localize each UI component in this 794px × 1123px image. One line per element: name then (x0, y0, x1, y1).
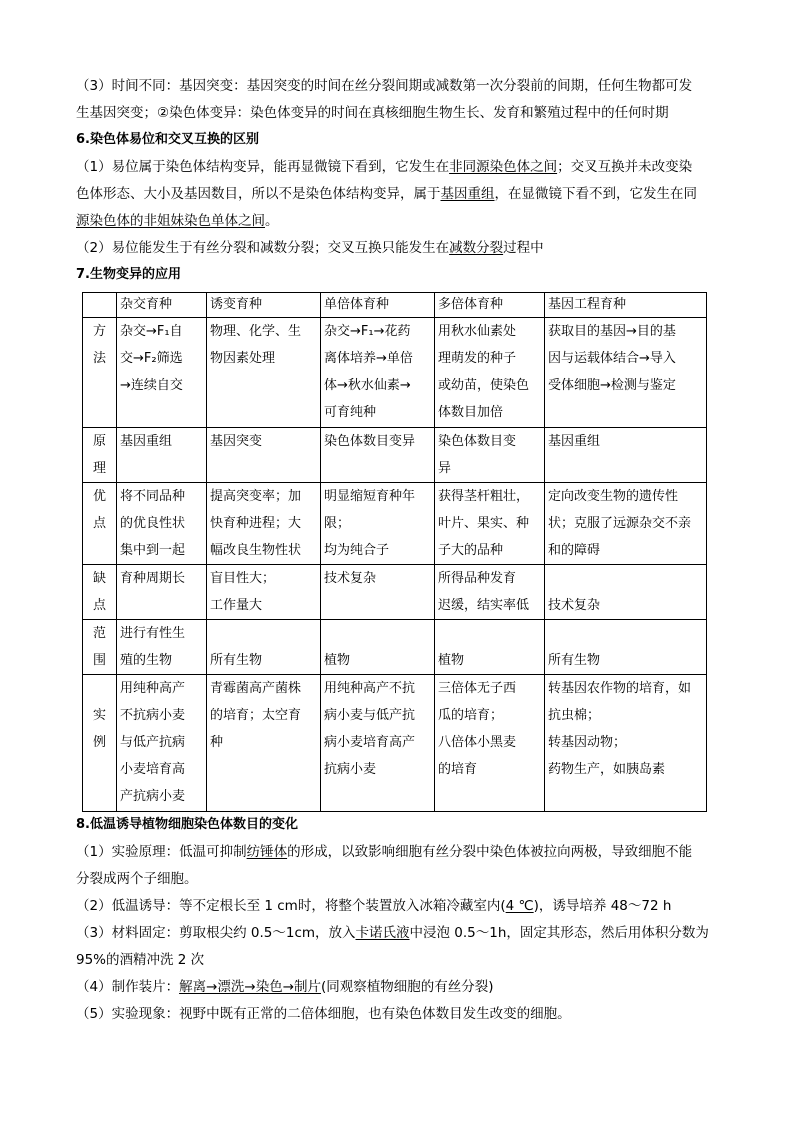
table-cell: 用纯种高产不抗 病小麦与低产抗 病小麦培育高产 抗病小麦 (321, 675, 435, 812)
table-cell: 育种周期长 (117, 565, 207, 620)
row-label: 缺 点 (83, 565, 117, 620)
text: 。 (265, 213, 279, 229)
section8-p4 (76, 977, 494, 997)
text: ；交叉互换并未改变染 (557, 159, 693, 175)
table-cell: 定向改变生物的遗传性 状；克服了远源杂交不亲 和的障碍 (545, 483, 707, 565)
table-row (83, 483, 707, 565)
section7-heading: 7.生物变异的应用 (76, 267, 181, 282)
table-row (83, 620, 707, 675)
text: （4）制作装片： (76, 979, 180, 995)
table-cell: 基因重组 (117, 428, 207, 483)
table-cell: 进行有性生 殖的生物 (117, 620, 207, 675)
table-cell: 明显缩短育种年 限； 均为纯合子 (321, 483, 435, 565)
section8-p2 (76, 896, 671, 916)
table-cell: 所得品种发育 迟缓，结实率低 (435, 565, 545, 620)
row-label: 优 点 (83, 483, 117, 565)
text: （2）低温诱导：等不定根长至 1 cm时，将整个装置放入冰箱冷藏室内( (76, 898, 506, 914)
table-cell: 植物 (435, 620, 545, 675)
table-row (83, 318, 707, 428)
header-cell (83, 293, 117, 318)
text: ，在显微镜下看不到，它发生在同 (494, 186, 697, 202)
underline-procedure: 解离→漂洗→染色→制片 (179, 979, 322, 995)
underline-nonhomologous: 非同源染色体之间 (449, 159, 558, 175)
header-cell: 多倍体育种 (435, 293, 545, 318)
section8-p3-line2: 95%的酒精冲洗 2 次 (76, 952, 205, 968)
header-cell: 单倍体育种 (321, 293, 435, 318)
section8-heading: 8.低温诱导植物细胞染色体数目的变化 (76, 817, 298, 832)
table-cell: 基因重组 (545, 428, 707, 483)
text: 色体形态、大小及基因数目，所以不是染色体结构变异，属于 (76, 186, 441, 202)
section8-p1-line1 (76, 842, 692, 862)
table-cell: 青霉菌高产菌株 的培育；太空育 种 (207, 675, 321, 812)
table-cell: 所有生物 (207, 620, 321, 675)
section8-p1-line2: 分裂成两个子细胞。 (76, 871, 198, 887)
table-cell: 物理、化学、生 物因素处理 (207, 318, 321, 428)
table-cell: 用纯种高产 不抗病小麦 与低产抗病 小麦培育高 产抗病小麦 (117, 675, 207, 812)
header-cell: 诱变育种 (207, 293, 321, 318)
row-label: 方 法 (83, 318, 117, 428)
table-cell: 用秋水仙素处 理萌发的种子 或幼苗，使染色 体数目加倍 (435, 318, 545, 428)
section8-p5: （5）实验现象：视野中既有正常的二倍体细胞，也有染色体数目发生改变的细胞。 (76, 1006, 571, 1022)
table-cell: 杂交→F₁自 交→F₂筛选 →连续自交 (117, 318, 207, 428)
section6-p1-line1 (76, 157, 692, 177)
item3-line2: 生基因突变；②染色体变异：染色体变异的时间在真核细胞生物生长、发育和繁殖过程中的任何时期 (76, 105, 669, 121)
text: （1）易位属于染色体结构变异，能再显微镜下看到，它发生在 (76, 159, 450, 175)
header-cell: 基因工程育种 (545, 293, 707, 318)
table-cell: 基因突变 (207, 428, 321, 483)
table-cell: 获取目的基因→目的基 因与运载体结合→导入 受体细胞→检测与鉴定 (545, 318, 707, 428)
table-cell: 获得茎杆粗壮， 叶片、果实、种 子大的品种 (435, 483, 545, 565)
underline-spindle: 纺锤体 (246, 844, 288, 860)
text: （2）易位能发生于有丝分裂和减数分裂；交叉互换只能发生在 (76, 240, 450, 256)
section6-p1-line3 (76, 211, 279, 231)
text: 过程中 (503, 240, 544, 256)
table-cell: 转基因农作物的培育，如 抗虫棉； 转基因动物； 药物生产，如胰岛素 (545, 675, 707, 812)
text: （3）材料固定：剪取根尖约 0.5～1cm，放入 (76, 925, 356, 941)
table-cell: 染色体数目变 异 (435, 428, 545, 483)
table-cell: 将不同品种 的优良性状 集中到一起 (117, 483, 207, 565)
underline-carnoy: 卡诺氏液 (355, 925, 410, 941)
table-cell: 三倍体无子西 瓜的培育； 八倍体小黑麦 的培育 (435, 675, 545, 812)
table-row (83, 565, 707, 620)
section6-p2 (76, 238, 544, 258)
text: (同观察植物细胞的有丝分裂) (321, 979, 494, 995)
table-cell: 技术复杂 (321, 565, 435, 620)
table-row (83, 428, 707, 483)
breeding-table (82, 292, 707, 812)
text: )，诱导培养 48～72 h (533, 898, 672, 914)
table-cell: 植物 (321, 620, 435, 675)
underline-nonsister-chromatids: 源染色体的非姐妹染色单体之间 (76, 213, 265, 229)
table-cell: 染色体数目变异 (321, 428, 435, 483)
text: 中浸泡 0.5～1h，固定其形态，然后用体积分数为 (409, 925, 709, 941)
table-cell: 所有生物 (545, 620, 707, 675)
text: 的形成，以致影响细胞有丝分裂中染色体被拉向两极，导致细胞不能 (287, 844, 693, 860)
underline-meiosis: 减数分裂 (449, 240, 504, 256)
table-cell: 盲目性大； 工作量大 (207, 565, 321, 620)
table-cell: 杂交→F₁→花药 离体培养→单倍 体→秋水仙素→ 可育纯种 (321, 318, 435, 428)
row-label: 实 例 (83, 675, 117, 812)
section6-heading: 6.染色体易位和交叉互换的区别 (76, 132, 259, 147)
underline-temperature: 4 ℃ (505, 898, 534, 914)
underline-gene-recombination: 基因重组 (440, 186, 495, 202)
header-cell: 杂交育种 (117, 293, 207, 318)
table-row (83, 675, 707, 812)
text: （1）实验原理：低温可抑制 (76, 844, 247, 860)
section8-p3-line1 (76, 923, 709, 943)
table-cell: 技术复杂 (545, 565, 707, 620)
table-header-row (83, 293, 707, 318)
section6-p1-line2 (76, 184, 697, 204)
item3-line1: （3）时间不同：基因突变：基因突变的时间在丝分裂间期或减数第一次分裂前的间期，任何生物都可发 (76, 78, 693, 94)
table-cell: 提高突变率；加 快育种进程；大 幅改良生物性状 (207, 483, 321, 565)
row-label: 原 理 (83, 428, 117, 483)
row-label: 范 围 (83, 620, 117, 675)
